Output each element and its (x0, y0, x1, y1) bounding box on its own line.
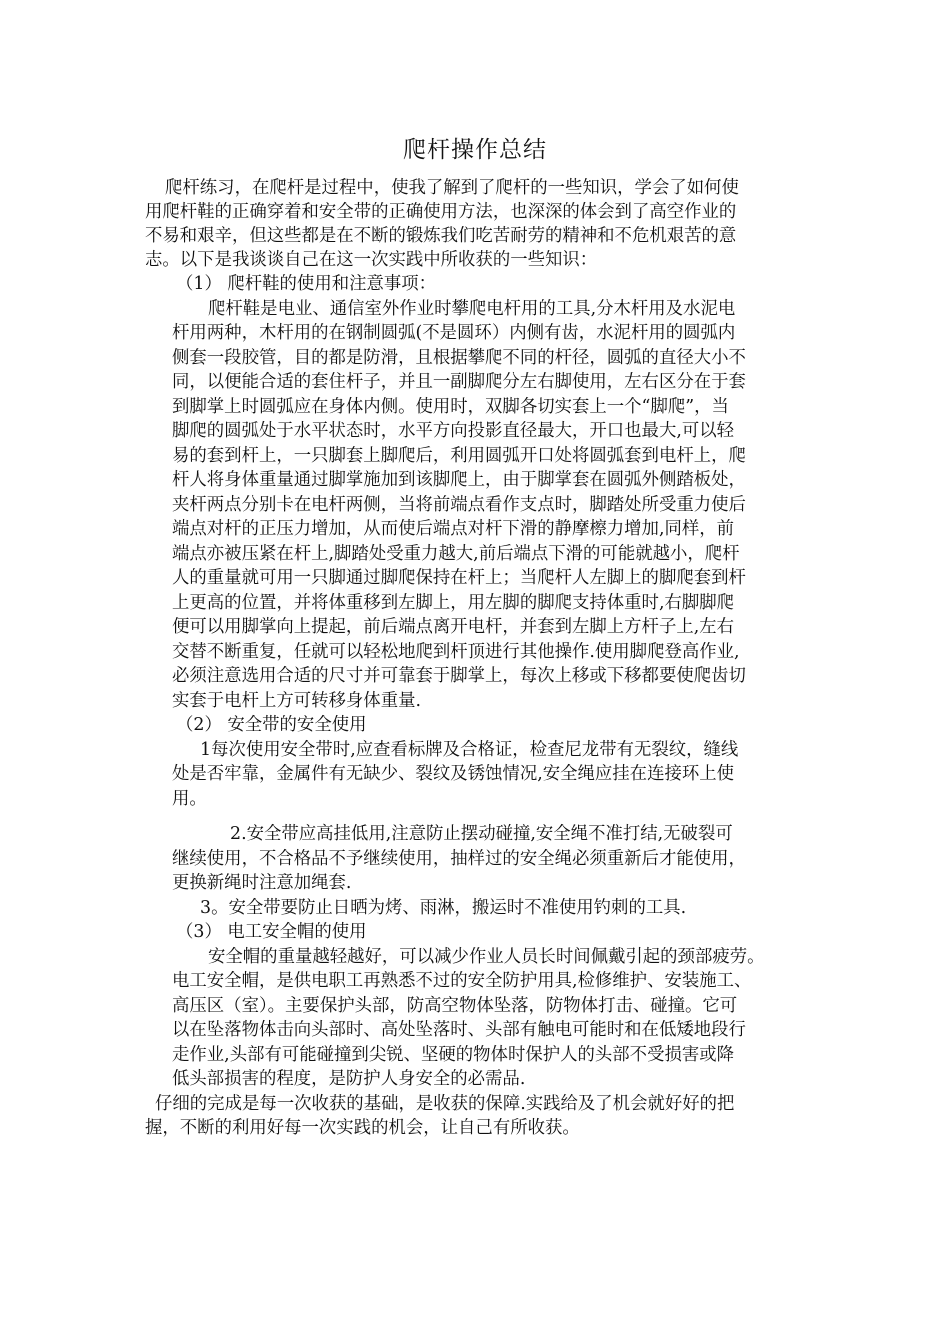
section1-line: 实套于电杆上方可转移身体重量. (172, 691, 421, 711)
section2-item3-line: 3。安全带要防止日晒为烤、雨淋，搬运时不准使用钓刺的工具. (200, 898, 687, 918)
section1-line: 人的重量就可用一只脚通过脚爬保持在杆上；当爬杆人左脚上的脚爬套到杆 (172, 568, 746, 588)
section1-line: 夹杆两点分别卡在电杆两侧，当将前端点看作支点时，脚踏处所受重力使后 (172, 495, 746, 515)
section-heading: （1） 爬杆鞋的使用和注意事项： (176, 274, 437, 294)
section3-line: 安全帽的重量越轻越好，可以减少作业人员长时间佩戴引起的颈部疲劳。 (208, 947, 765, 967)
section1-line: 端点对杆的正压力增加，从而使后端点对杆下滑的静摩檫力增加,同样，前 (172, 519, 735, 539)
section1-line: 爬杆鞋是电业、通信室外作业时攀爬电杆用的工具,分木杆用及水泥电 (208, 299, 736, 319)
conclusion-line: 仔细的完成是每一次收获的基础，是收获的保障.实践给及了机会就好好的把 (155, 1094, 735, 1114)
section1-line: 便可以用脚掌向上提起，前后端点离开电杆，并套到左脚上方杆子上,左右 (172, 617, 735, 637)
intro-line: 用爬杆鞋的正确穿着和安全带的正确使用方法，也深深的体会到了高空作业的 (145, 202, 737, 222)
intro-line: 爬杆练习，在爬杆是过程中，使我了解到了爬杆的一些知识，学会了如何使 (165, 178, 739, 198)
section3-line: 电工安全帽，是供电职工再熟悉不过的安全防护用具,检修维护、安装施工、 (172, 971, 752, 991)
section-heading: （2） 安全带的安全使用 (176, 715, 367, 735)
section1-line: 交替不断重复，任就可以轻松地爬到杆顶进行其他操作.使用脚爬登高作业, (172, 642, 740, 662)
section2-item1-line: 用。 (172, 789, 207, 809)
section1-line: 杆用两种，木杆用的在钢制圆弧(不是圆环）内侧有齿，水泥杆用的圆弧内 (172, 323, 736, 343)
intro-line: 志。以下是我谈谈自己在这一次实践中所收获的一些知识： (145, 250, 598, 270)
section3-line: 高压区（室）。主要保护头部，防高空物体坠落，防物体打击、碰撞。它可 (172, 996, 738, 1016)
section2-item2-line: 继续使用，不合格品不予继续使用，抽样过的安全绳必须重新后才能使用， (172, 849, 746, 869)
section-heading: （3） 电工安全帽的使用 (176, 922, 367, 942)
section2-item1-line: 1每次使用安全带时,应查看标牌及合格证，检查尼龙带有无裂纹，缝线 (200, 740, 739, 760)
document-title: 爬杆操作总结 (403, 137, 547, 163)
section1-line: 同，以便能合适的套住杆子，并且一副脚爬分左右脚使用，左右区分在于套 (172, 372, 746, 392)
section1-line: 杆人将身体重量通过脚掌施加到该脚爬上，由于脚掌套在圆弧外侧踏板处， (172, 470, 746, 490)
section2-item1-line: 处是否牢靠，金属件有无缺少、裂纹及锈蚀情况,安全绳应挂在连接环上使 (172, 764, 735, 784)
section1-line: 脚爬的圆弧处于水平状态时，水平方向投影直径最大，开口也最大,可以轻 (172, 421, 735, 441)
section3-line: 低头部损害的程度，是防护人身安全的必需品. (172, 1069, 526, 1089)
section1-line: 上更高的位置，并将体重移到左脚上，用左脚的脚爬支持体重时,右脚脚爬 (172, 593, 735, 613)
section1-line: 侧套一段胶管，目的都是防滑，且根据攀爬不同的杆径，圆弧的直径大小不 (172, 348, 746, 368)
section2-item2-line: 2.安全带应高挂低用,注意防止摆动碰撞,安全绳不准打结,无破裂可 (230, 824, 733, 844)
section3-line: 走作业,头部有可能碰撞到尖锐、坚硬的物体时保护人的头部不受损害或降 (172, 1045, 735, 1065)
section1-line: 端点亦被压紧在杆上,脚踏处受重力越大,前后端点下滑的可能就越小，爬杆 (172, 544, 740, 564)
section1-line: 到脚掌上时圆弧应在身体内侧。使用时，双脚各切实套上一个“脚爬”，当 (172, 397, 729, 417)
section3-line: 以在坠落物体击向头部时、高处坠落时、头部有触电可能时和在低矮地段行 (172, 1020, 746, 1040)
conclusion-line: 握，不断的利用好每一次实践的机会，让自己有所收获。 (145, 1118, 580, 1138)
section1-line: 必须注意选用合适的尺寸并可靠套于脚掌上，每次上移或下移都要使爬齿切 (172, 666, 746, 686)
intro-line: 不易和艰辛，但这些都是在不断的锻炼我们吃苦耐劳的精神和不危机艰苦的意 (145, 226, 737, 246)
section1-line: 易的套到杆上，一只脚套上脚爬后，利用圆弧开口处将圆弧套到电杆上，爬 (172, 446, 746, 466)
section2-item2-line: 更换新绳时注意加绳套. (172, 873, 352, 893)
